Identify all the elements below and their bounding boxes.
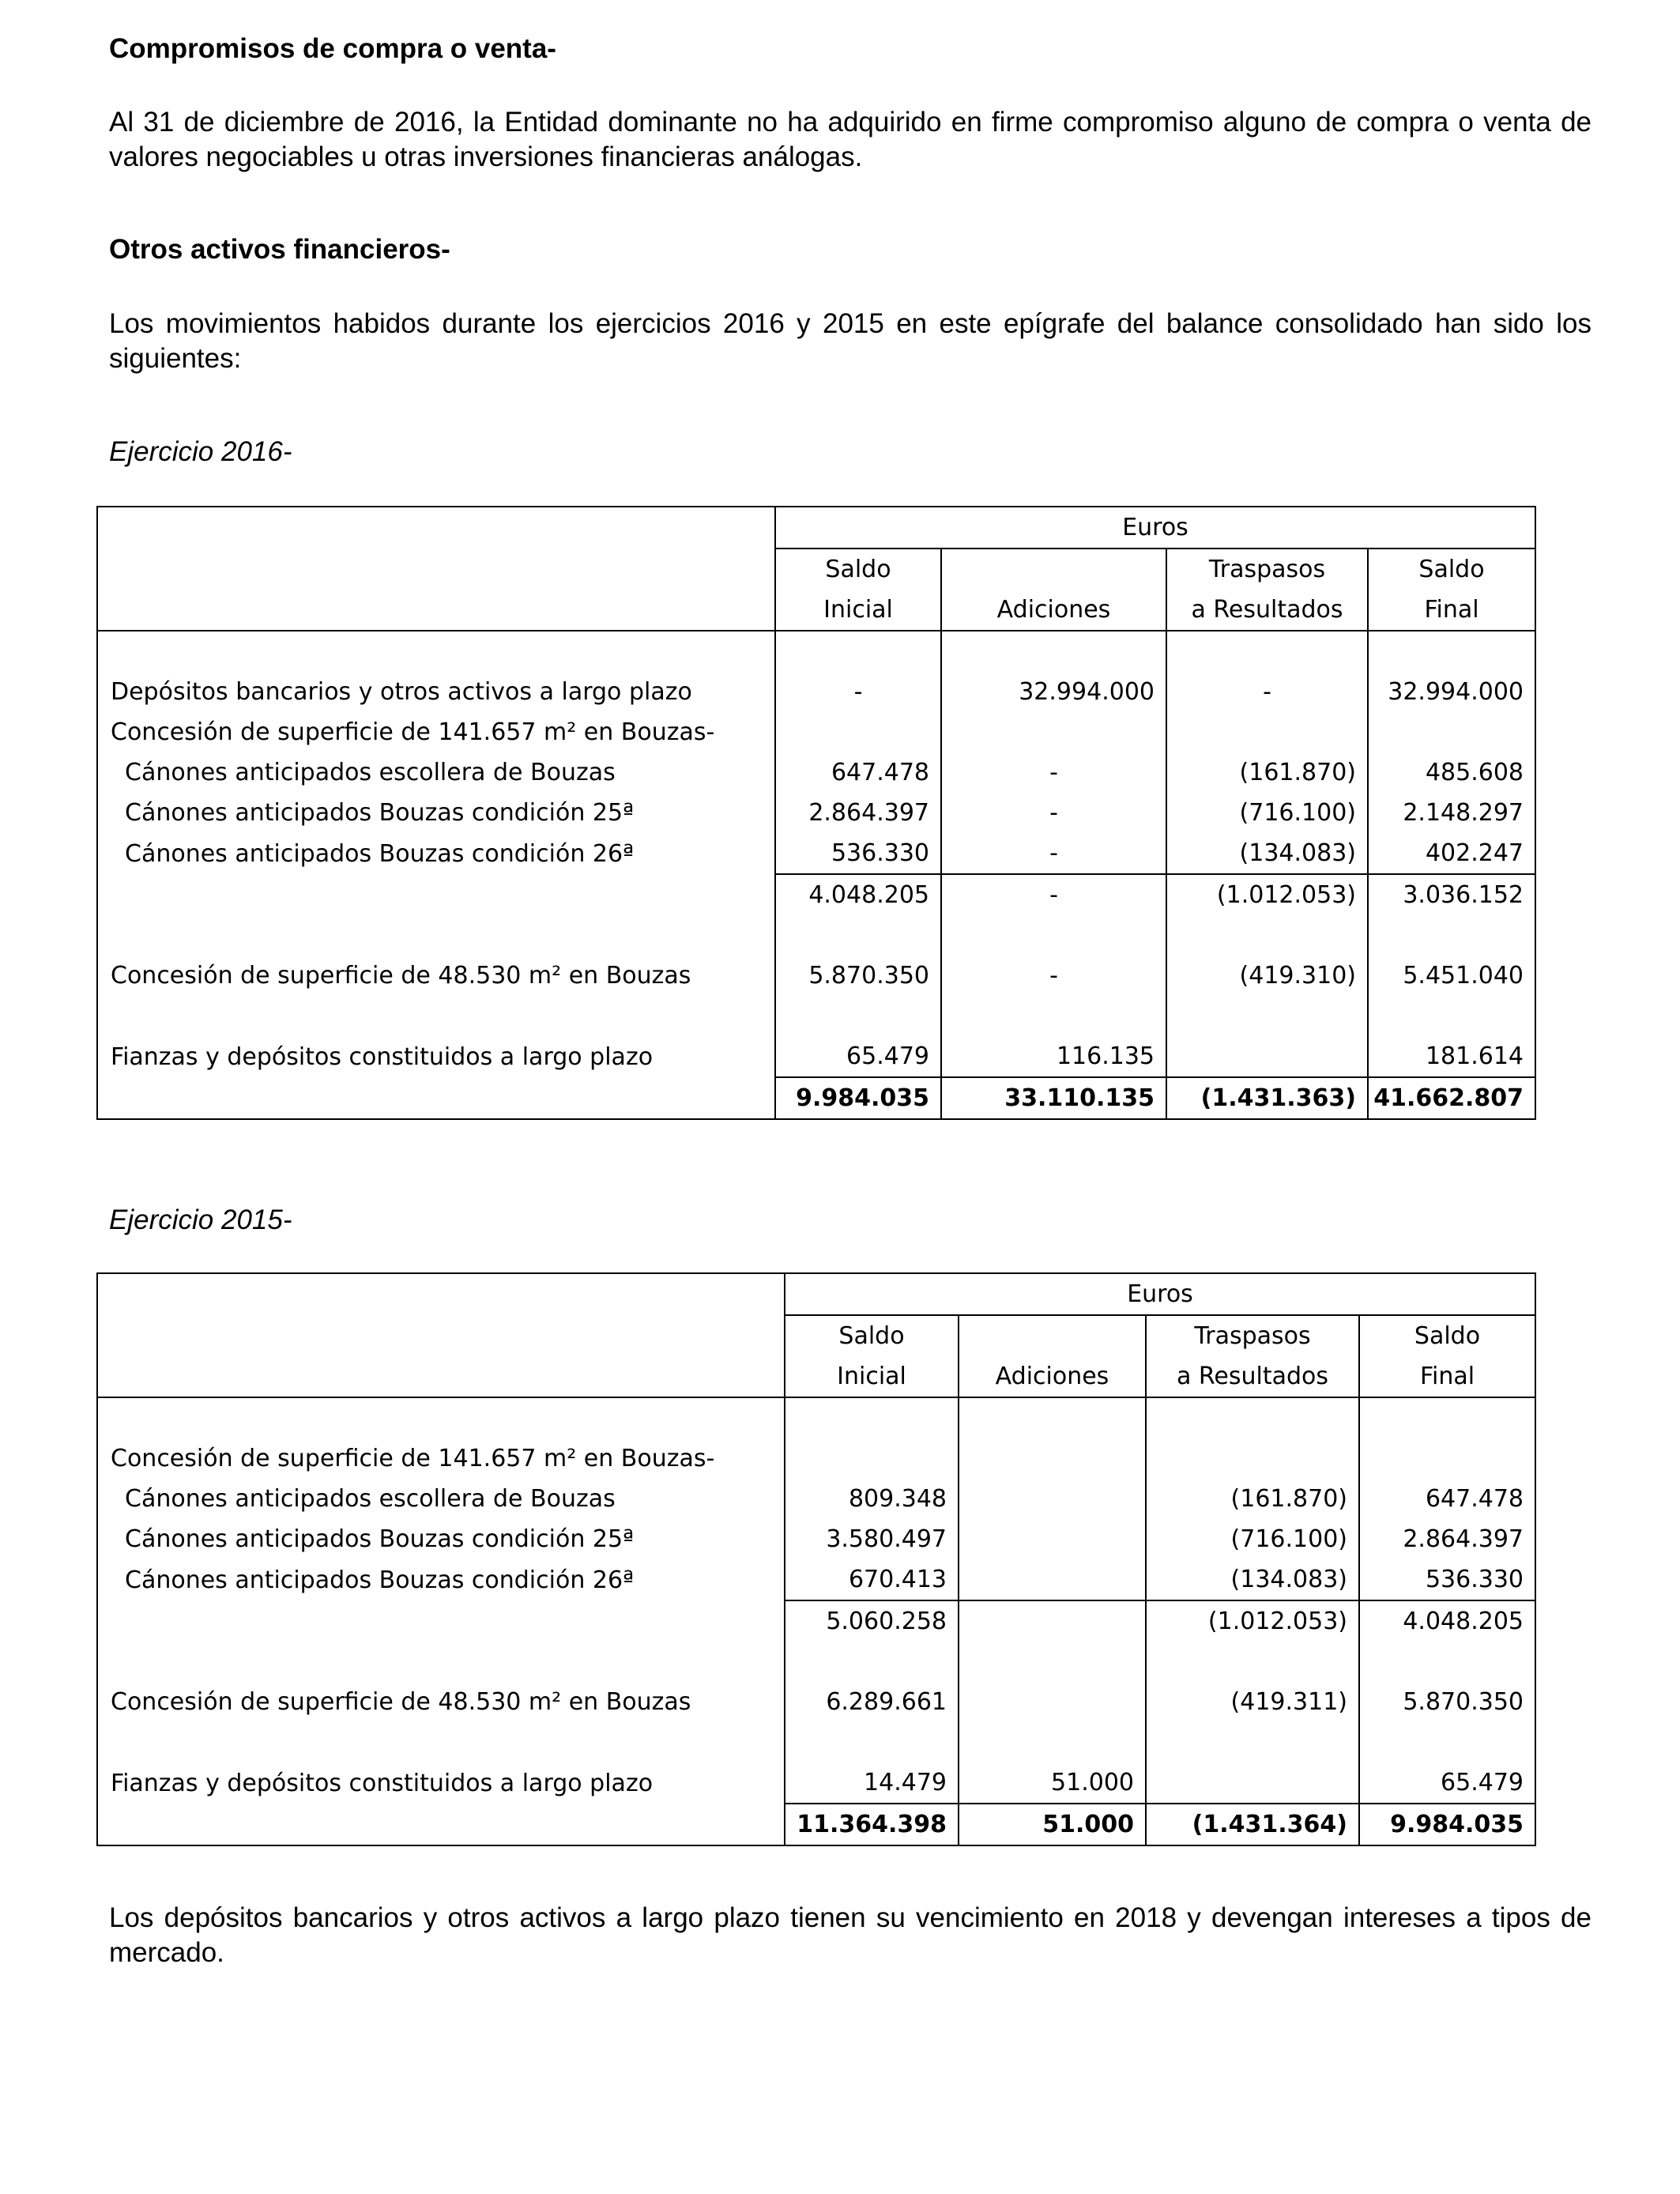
table-2016	[96, 506, 1536, 1120]
table-row: Cánones anticipados Bouzas condición 26ª 670.413 (134.083) 536.330	[97, 1559, 1535, 1600]
col-saldo-inicial-1: Saldo	[775, 548, 941, 590]
col-traspasos-1: Traspasos	[1166, 548, 1368, 590]
table-row: Cánones anticipados escollera de Bouzas 809.348 (161.870) 647.478	[97, 1479, 1535, 1519]
col-saldo-final-1: Saldo	[1359, 1315, 1535, 1356]
table-row: Fianzas y depósitos constituidos a largo plazo 14.479 51.000 65.479	[97, 1762, 1535, 1804]
col-traspasos-1: Traspasos	[1146, 1315, 1359, 1356]
col-saldo-final-2: Final	[1359, 1356, 1535, 1397]
col-saldo-final-2: Final	[1368, 590, 1535, 631]
commitments-heading: Compromisos de compra o venta-	[109, 33, 556, 64]
col-adiciones: Adiciones	[941, 590, 1166, 631]
table-row: Cánones anticipados Bouzas condición 25ª 3.580.497 (716.100) 2.864.397	[97, 1519, 1535, 1559]
table-2015	[96, 1272, 1536, 1846]
total-row: 11.364.398 51.000 (1.431.364) 9.984.035	[97, 1804, 1535, 1845]
col-traspasos-2: a Resultados	[1166, 590, 1368, 631]
table-row: Concesión de superficie de 141.657 m² en Bouzas-	[97, 1438, 1535, 1479]
currency-header: Euros	[785, 1273, 1535, 1315]
table-2016-title: Ejercicio 2016-	[109, 436, 292, 467]
subtotal-row: 5.060.258 (1.012.053) 4.048.205	[97, 1600, 1535, 1642]
table-row: Depósitos bancarios y otros activos a largo plazo - 32.994.000 - 32.994.000	[97, 672, 1535, 712]
closing-paragraph: Los depósitos bancarios y otros activos a largo plazo tienen su vencimiento en 2018 y devengan intereses a tipos de mercado.	[109, 1902, 1591, 1968]
table-row: Cánones anticipados Bouzas condición 25ª 2.864.397 - (716.100) 2.148.297	[97, 793, 1535, 833]
table-2015-title: Ejercicio 2015-	[109, 1204, 292, 1235]
col-saldo-inicial-1: Saldo	[785, 1315, 959, 1356]
table-row: Concesión de superficie de 48.530 m² en Bouzas 5.870.350 - (419.310) 5.451.040	[97, 956, 1535, 996]
table-row: Cánones anticipados Bouzas condición 26ª 536.330 - (134.083) 402.247	[97, 833, 1535, 874]
other-assets-paragraph: Los movimientos habidos durante los ejercicios 2016 y 2015 en este epígrafe del balance consolidado han sido los siguientes:	[109, 308, 1591, 374]
col-saldo-inicial-2: Inicial	[785, 1356, 959, 1397]
currency-header: Euros	[775, 507, 1535, 548]
col-adiciones: Adiciones	[959, 1356, 1146, 1397]
col-saldo-final-1: Saldo	[1368, 548, 1535, 590]
commitments-paragraph: Al 31 de diciembre de 2016, la Entidad dominante no ha adquirido en firme compromiso alguno de compra o venta de valores negociables u otras inversiones financieras análogas.	[109, 107, 1591, 172]
subtotal-row: 4.048.205 - (1.012.053) 3.036.152	[97, 874, 1535, 915]
total-row: 9.984.035 33.110.135 (1.431.363) 41.662.807	[97, 1077, 1535, 1119]
table-row: Concesión de superficie de 141.657 m² en Bouzas-	[97, 712, 1535, 752]
header-blank	[97, 507, 775, 548]
other-assets-heading: Otros activos financieros-	[109, 234, 450, 265]
col-saldo-inicial-2: Inicial	[775, 590, 941, 631]
table-row: Concesión de superficie de 48.530 m² en Bouzas 6.289.661 (419.311) 5.870.350	[97, 1682, 1535, 1722]
table-row: Fianzas y depósitos constituidos a largo plazo 65.479 116.135 181.614	[97, 1036, 1535, 1077]
col-traspasos-2: a Resultados	[1146, 1356, 1359, 1397]
table-row: Cánones anticipados escollera de Bouzas 647.478 - (161.870) 485.608	[97, 752, 1535, 793]
